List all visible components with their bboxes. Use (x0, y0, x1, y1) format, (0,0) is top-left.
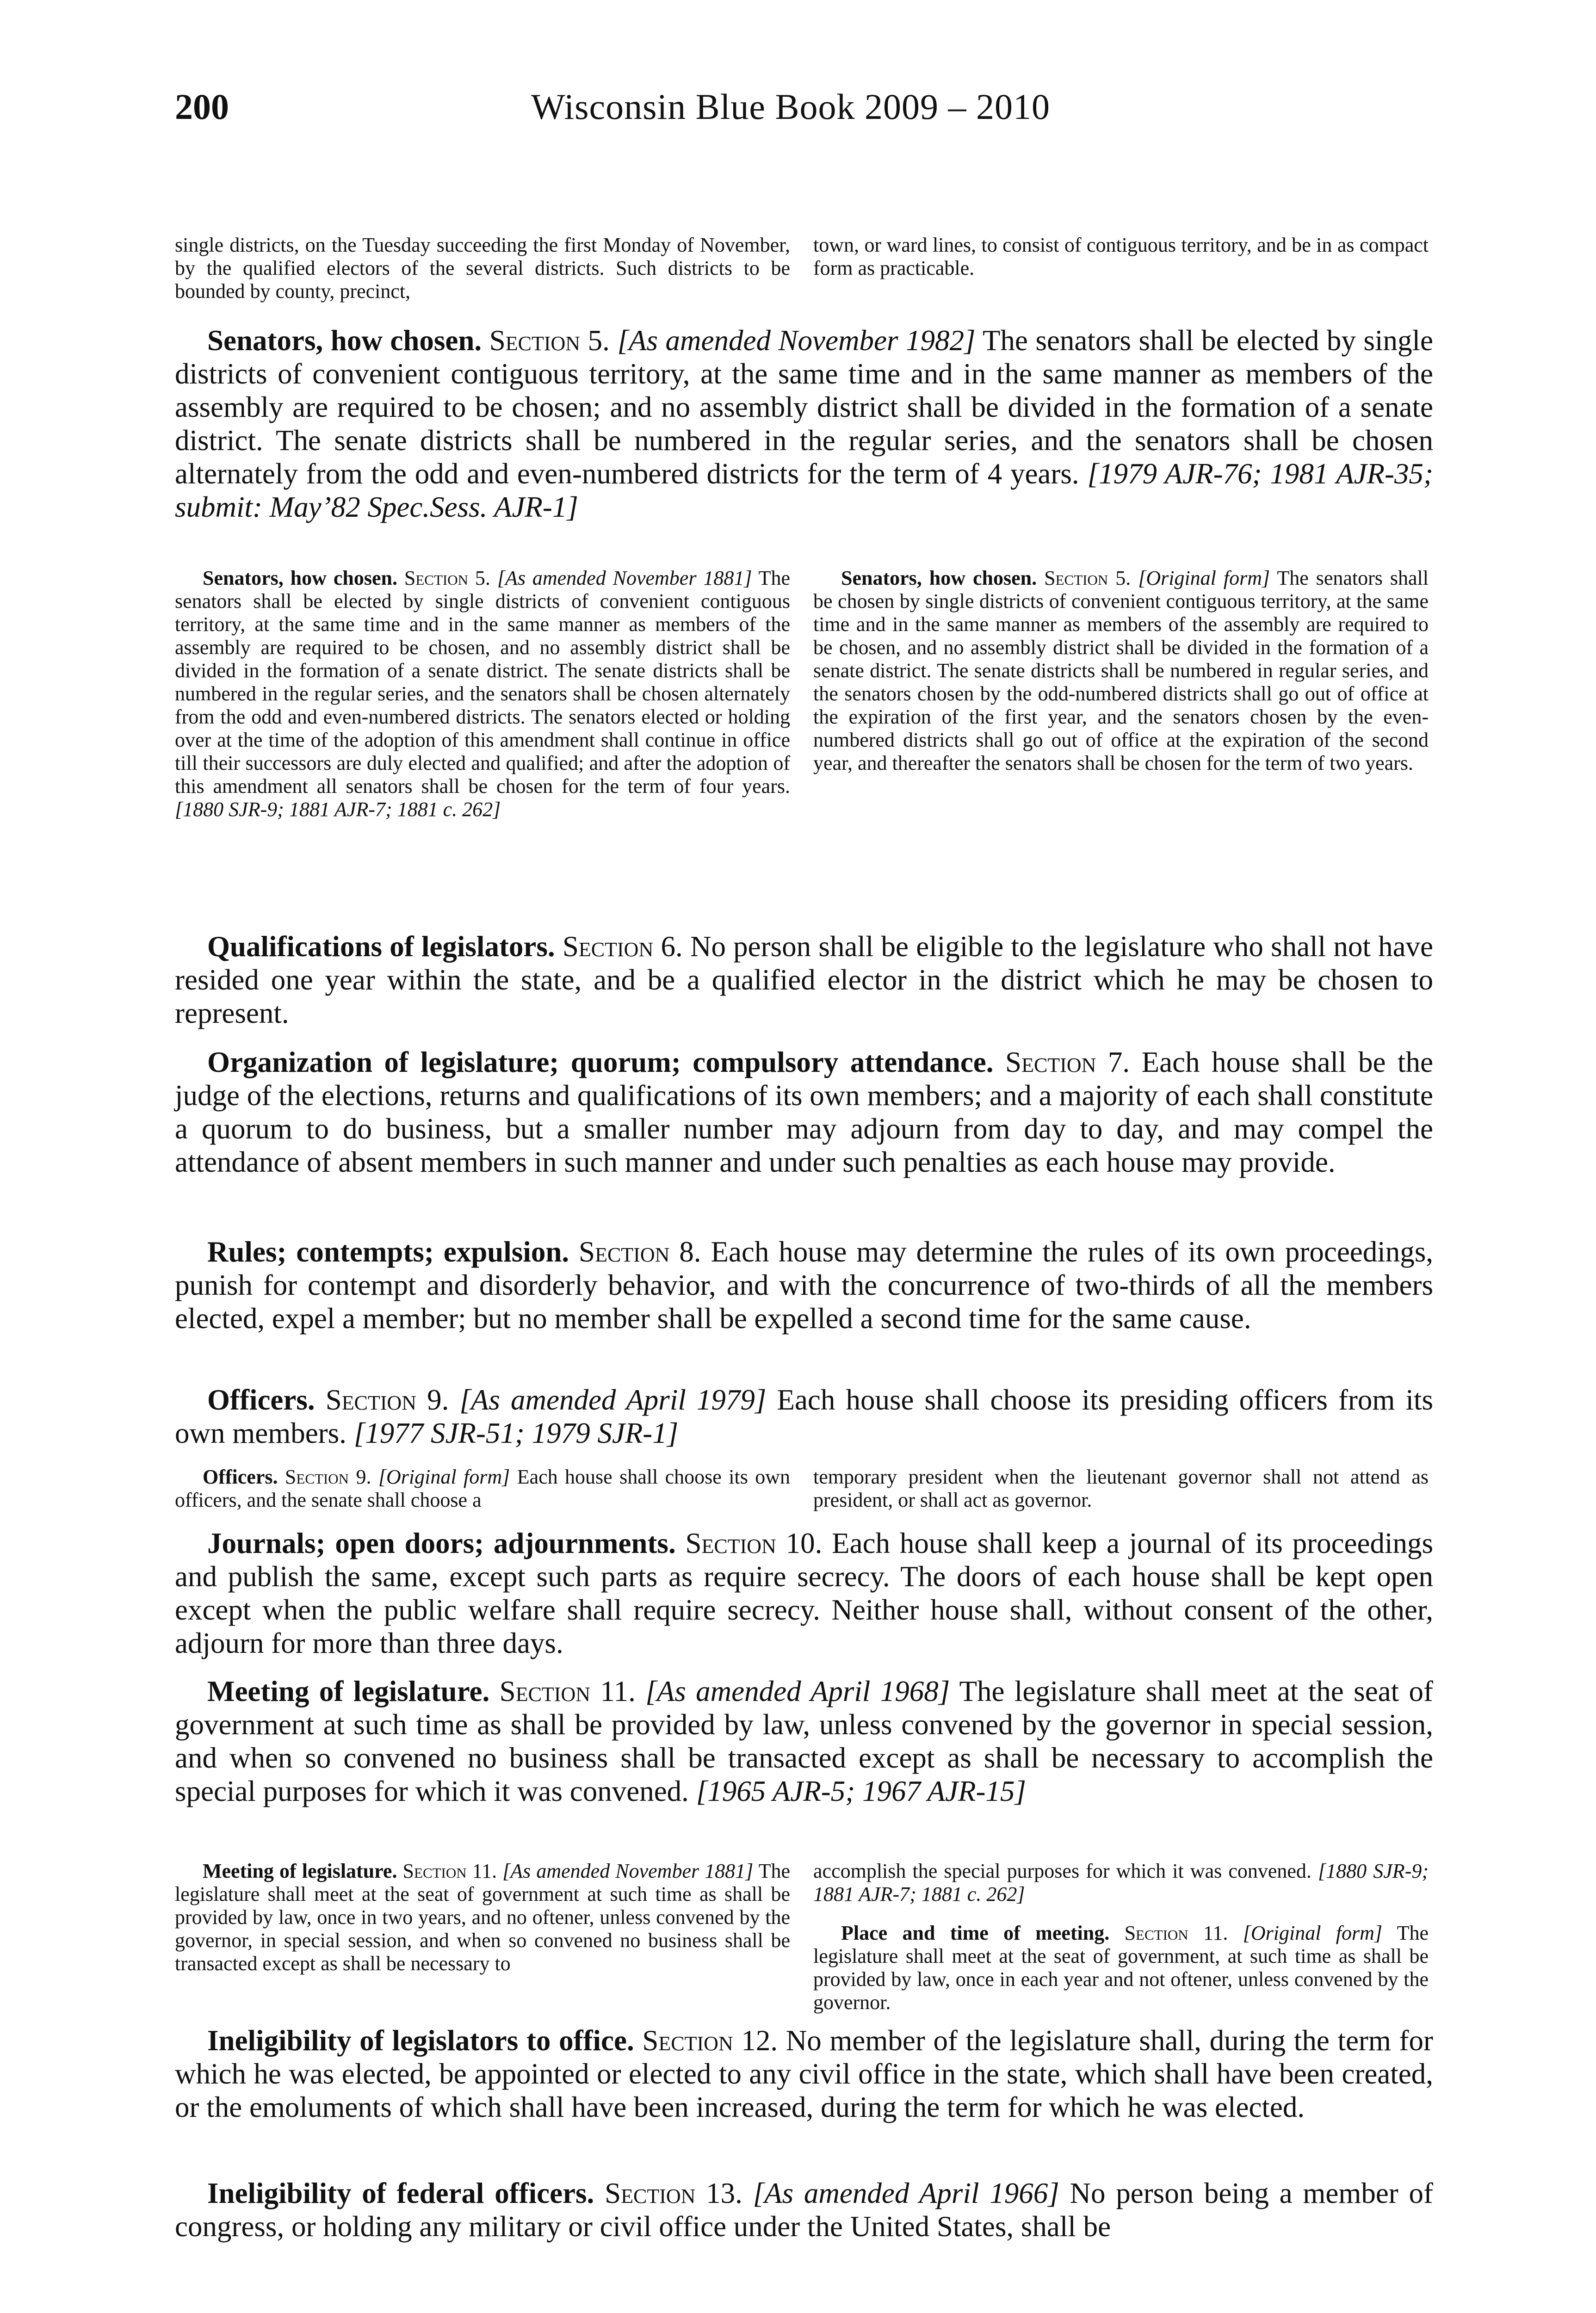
section-11 (175, 1675, 1433, 1808)
section-9 (175, 1383, 1433, 1450)
section-11-history (175, 1860, 1429, 2014)
section-number: Section 7. (1005, 1046, 1130, 1078)
page-number: 200 (175, 87, 229, 127)
section-heading: Ineligibility of legislators to office. (207, 2024, 634, 2057)
continuation-columns (175, 234, 1429, 303)
history-right: Senators, how chosen. Section 5. [Original form] The senators shall be chosen by single districts of convenient contiguous territory, at the same time and in the same manner as members of the assembly are required to be chosen, and no assembly district shall be divided in the formation of a senate district. The senate districts shall be numbered in regular series, and the senators chosen by the odd-numbered districts shall go out of office at the expiration of the first year, and the senators chosen by the even-numbered districts shall go out of office at the expiration of the second year, and thereafter the senators shall be chosen for the term of two years. (813, 567, 1429, 774)
section-number: Section 12. (642, 2024, 778, 2057)
section-heading: Senators, how chosen. (207, 324, 482, 357)
history-right: temporary president when the lieutenant governor shall not attend as president, or shall act as governor. (813, 1466, 1429, 1511)
section-heading: Organization of legislature; quorum; compulsory attendance. (207, 1046, 994, 1078)
section-body: Each house shall keep a journal of its proceedings and publish the same, except such parts as require secrecy. The doors of each house shall be kept open except when the public welfare shall require secrecy. Neither house shall, without consent of the other, adjourn for more than three days. (175, 1527, 1433, 1659)
section-heading: Qualifications of legislators. (207, 930, 555, 963)
section-heading: Meeting of legislature. (207, 1675, 490, 1707)
citation: [1979 AJR-76; 1981 AJR-35; submit: May’82 Spec.Sess. AJR-1] (175, 458, 1434, 523)
history-left: Officers. Section 9. [Original form] Each house shall choose its own officers, and the senate shall choose a (175, 1466, 791, 1511)
citation: [1965 AJR-5; 1967 AJR-15] (696, 1775, 1026, 1807)
running-title: Wisconsin Blue Book 2009 – 2010 (531, 87, 1051, 127)
section-6 (175, 930, 1433, 1030)
section-10 (175, 1527, 1433, 1660)
history-right: accomplish the special purposes for which it was convened. [1880 SJR-9; 1881 AJR-7; 1881 c. 262] Place and time of meeting. Section 11. [Original form] The legislature shall meet at the seat of government, at such time as shall be provided by law, once in each year and not oftener, unless convened by the governor. (813, 1860, 1429, 2014)
section-body: The senators shall be elected by single districts of convenient contiguous territory, at the same time and in the same manner as members of the assembly are required to be chosen; and no assembly district shall be divided in the formation of a senate district. The senate districts shall be numbered in the regular series, and the senators shall be chosen alternately from the odd and even-numbered districts for the term of 4 years. (175, 324, 1433, 490)
section-number: Section 10. (685, 1527, 823, 1559)
amendment-note: [As amended April 1968] (645, 1675, 950, 1707)
history-left: Senators, how chosen. Section 5. [As amended November 1881] The senators shall be elected by single districts of convenient contiguous territory, at the same time and in the same manner as members of the assembly are required to be chosen, and no assembly district shall be divided in the formation of a senate district. The senate districts shall be numbered in the regular series, and the senators shall be chosen alternately from the odd and even-numbered districts. The senators elected or holding over at the time of the adoption of this amendment shall continue in office till their successors are duly elected and qualified; and after the adoption of this amendment all senators shall be chosen for the term of four years. [1880 SJR-9; 1881 AJR-7; 1881 c. 262] (175, 567, 791, 821)
continuation-left: single districts, on the Tuesday succeeding the first Monday of November, by the qualified electors of the several districts. Such districts to be bounded by county, precinct, (175, 234, 790, 303)
section-12 (175, 2024, 1433, 2124)
section-number: Section 13. (605, 2177, 742, 2209)
section-body: The legislature shall meet at the seat of government at such time as shall be provided by law, unless convened by the governor in special session, and when so convened no business shall be transacted except as shall be necessary to accomplish the special purposes for which it was convened. (175, 1675, 1434, 1807)
continuation-right: town, or ward lines, to consist of contiguous territory, and be in as compact form as practicable. (813, 234, 1429, 279)
section-body: Each house shall choose its presiding officers from its own members. (175, 1384, 1434, 1449)
section-body: Each house may determine the rules of its own proceedings, punish for contempt and disorderly behavior, and with the concurrence of two-thirds of all the members elected, expel a member; but no member shall be expelled a second time for the same cause. (175, 1236, 1434, 1335)
section-number: Section 5. (489, 324, 610, 357)
section-8 (175, 1235, 1433, 1335)
section-5 (175, 324, 1433, 524)
section-body: No member of the legislature shall, during the term for which he was elected, be appointed or elected to any civil office in the state, which shall have been created, or the emoluments of which shall have been increased, during the term for which he was elected. (175, 2024, 1434, 2123)
section-body: No person being a member of congress, or holding any military or civil office under the United States, shall be (175, 2177, 1434, 2243)
history-left: Meeting of legislature. Section 11. [As amended November 1881] The legislature shall meet at the seat of government at such time as shall be provided by law, once in two years, and no oftener, unless convened by the governor, in special session, and when so convened no business shall be transacted except as shall be necessary to (175, 1860, 790, 1975)
section-heading: Officers. (207, 1384, 315, 1416)
amendment-note: [As amended April 1966] (753, 2177, 1059, 2209)
section-body: No person shall be eligible to the legislature who shall not have resided one year within the state, and be a qualified elector in the district which he may be chosen to represent. (175, 930, 1434, 1029)
citation: [1977 SJR-51; 1979 SJR-1] (353, 1417, 679, 1449)
amendment-note: [As amended November 1982] (617, 324, 976, 357)
section-heading: Rules; contempts; expulsion. (207, 1236, 569, 1268)
section-number: Section 8. (579, 1236, 701, 1268)
section-number: Section 9. (325, 1384, 449, 1416)
section-7 (175, 1045, 1433, 1179)
section-number: Section 11. (499, 1675, 636, 1707)
section-heading: Journals; open doors; adjournments. (207, 1527, 676, 1559)
section-13 (175, 2177, 1433, 2243)
section-9-history (175, 1466, 1429, 1512)
page-header (175, 89, 1438, 149)
section-number: Section 6. (562, 930, 683, 963)
section-body: Each house shall be the judge of the elections, returns and qualifications of its own members; and a majority of each shall constitute a quorum to do business, but a smaller number may adjourn from day to day, and may compel the attendance of absent members in such manner and under such penalties as each house may provide. (175, 1046, 1433, 1178)
section-heading: Ineligibility of federal officers. (207, 2177, 594, 2209)
section-5-history (175, 567, 1429, 821)
amendment-note: [As amended April 1979] (459, 1384, 767, 1416)
